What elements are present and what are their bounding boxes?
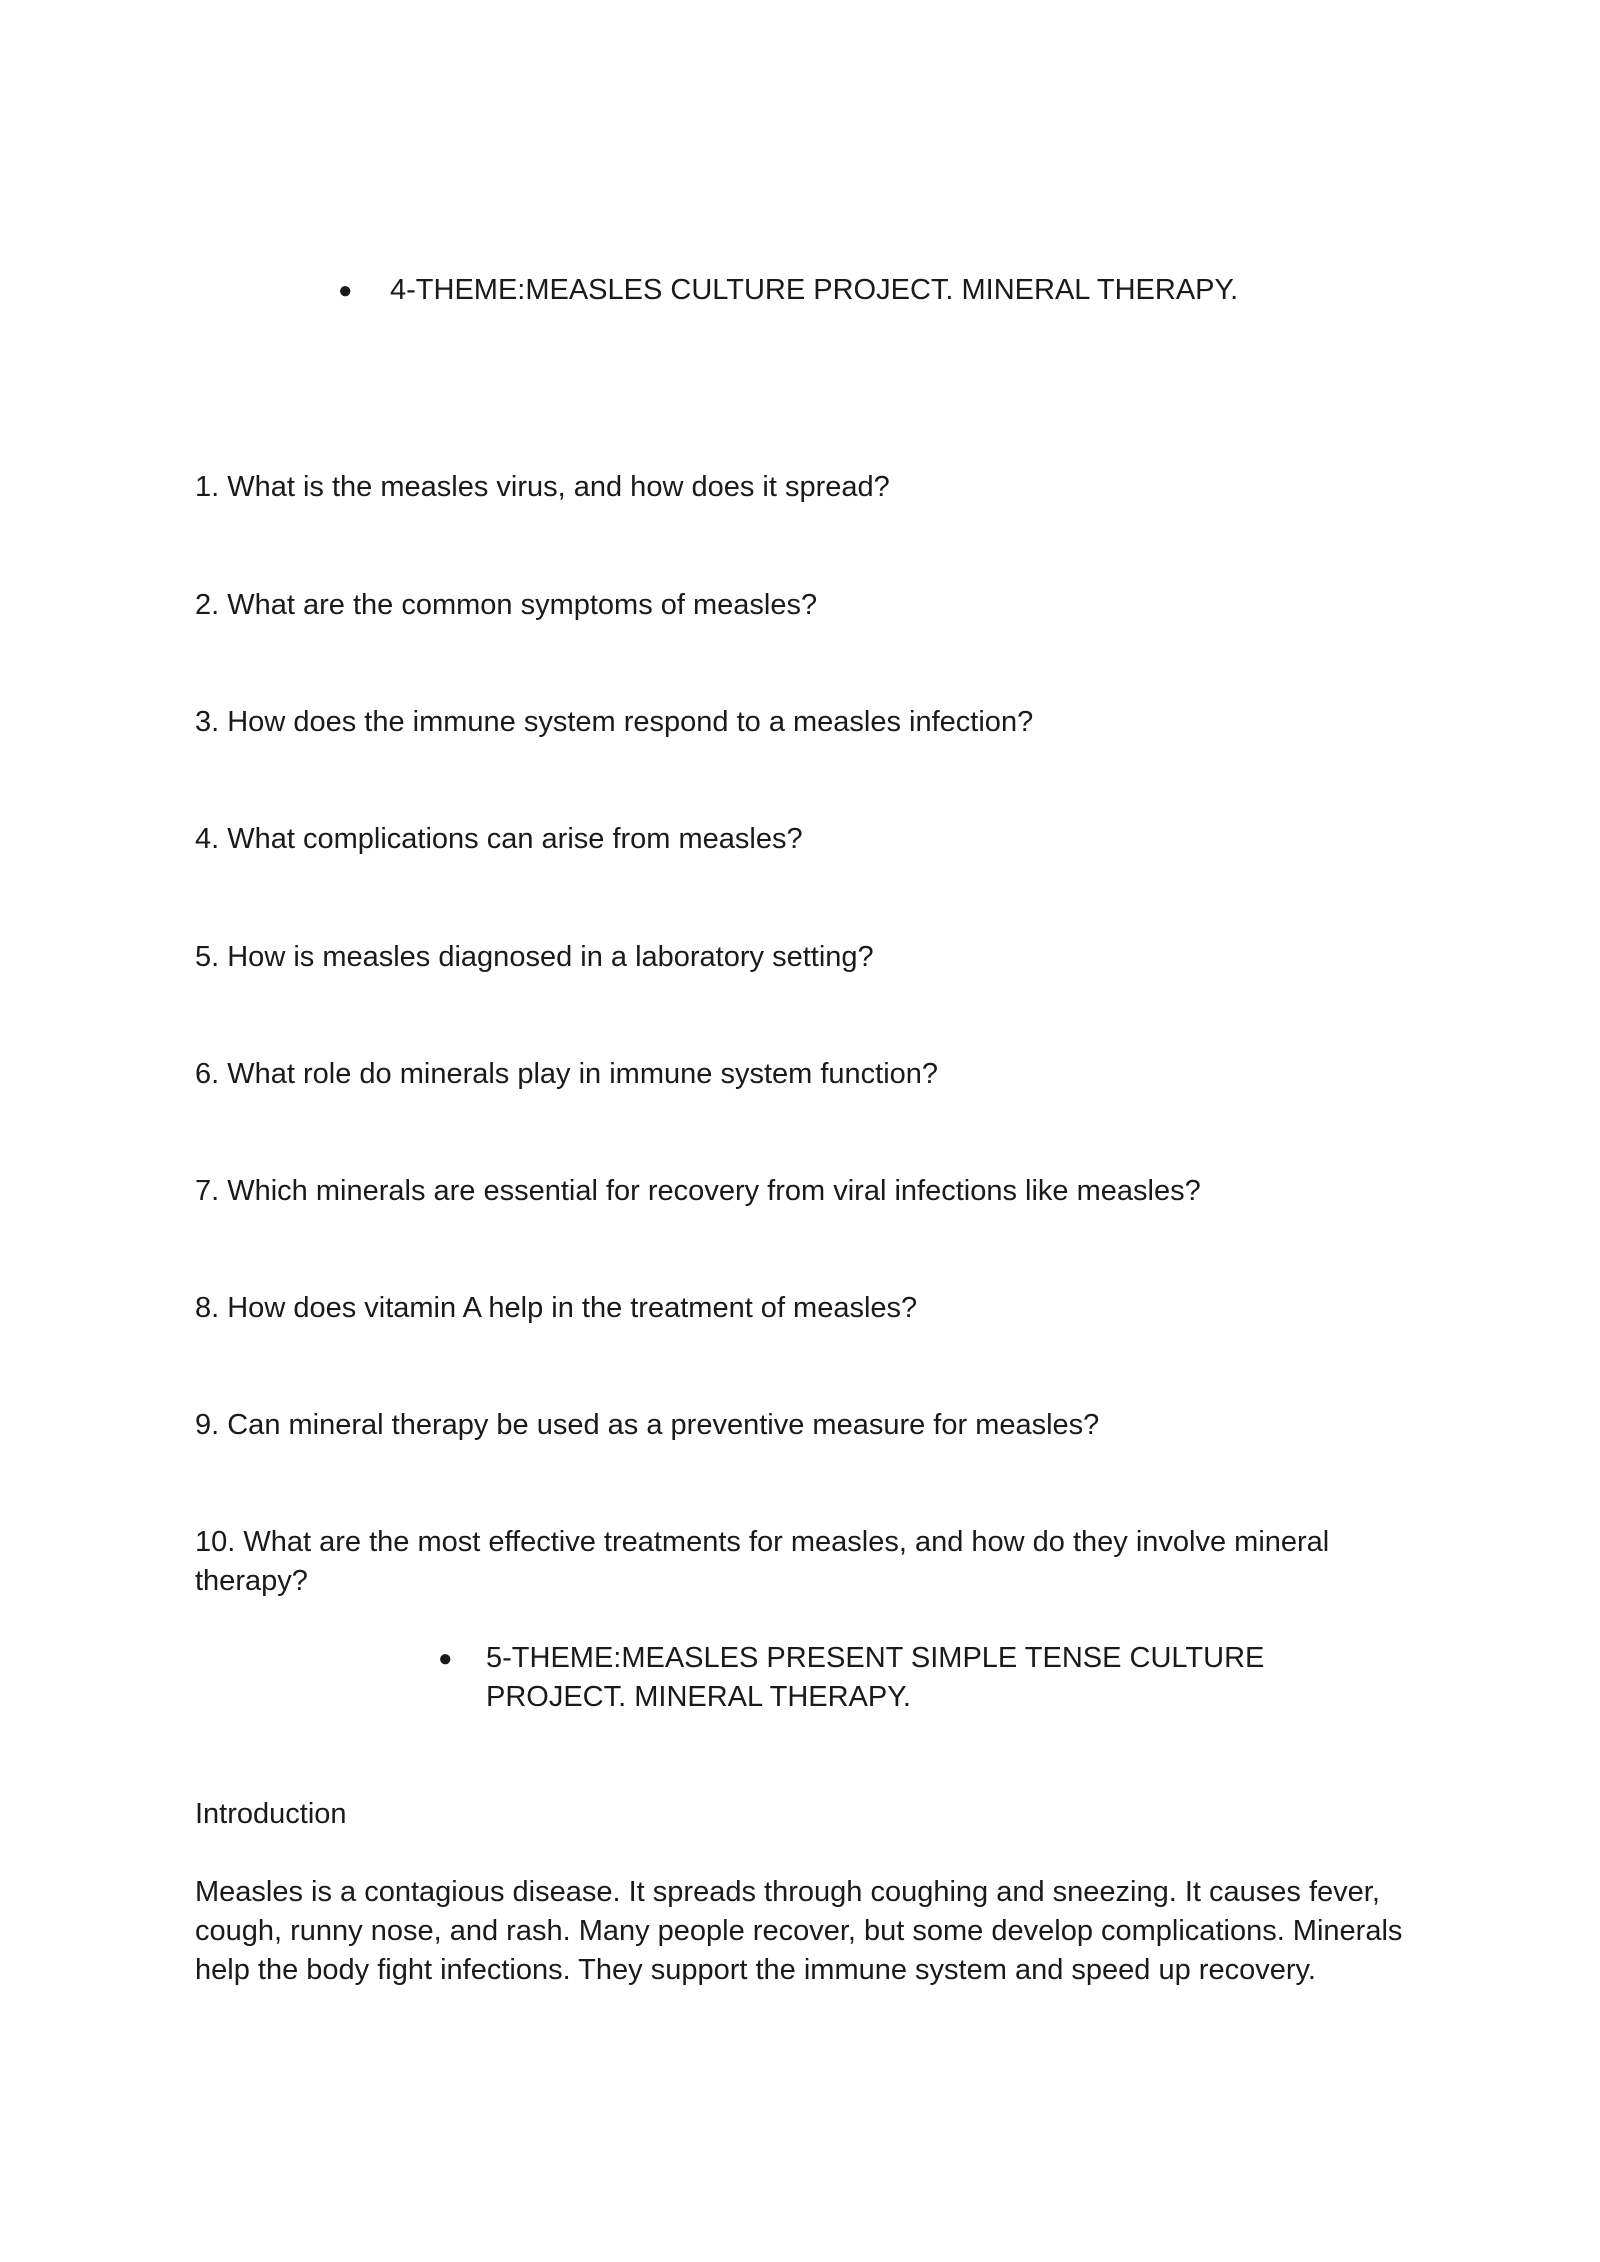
question-9: 9. Can mineral therapy be used as a preventive measure for measles? [195, 1409, 1100, 1441]
question-6: 6. What role do minerals play in immune system function? [195, 1058, 939, 1090]
theme-5-heading [438, 1639, 1338, 1719]
question-3: 3. How does the immune system respond to a measles infection? [195, 706, 1034, 738]
question-8: 8. How does vitamin A help in the treatment of measles? [195, 1292, 918, 1324]
bullet-icon: ● [438, 1645, 453, 1672]
theme-4-heading [338, 271, 1338, 310]
question-2: 2. What are the common symptoms of measles? [195, 589, 818, 621]
introduction-body: Measles is a contagious disease. It spreads through coughing and sneezing. It causes fever, cough, runny nose, and rash. Many people recover, but some develop complications. Minerals help the body fight infections. They support the immune system and speed up recovery. [195, 1876, 1403, 1986]
question-7: 7. Which minerals are essential for recovery from viral infections like measles? [195, 1175, 1201, 1207]
bullet-icon: ● [338, 277, 353, 304]
question-4: 4. What complications can arise from measles? [195, 823, 803, 855]
introduction-heading: Introduction [195, 1798, 347, 1830]
question-5: 5. How is measles diagnosed in a laboratory setting? [195, 941, 874, 973]
question-1: 1. What is the measles virus, and how does it spread? [195, 471, 890, 503]
theme-4-title: 4-THEME:MEASLES CULTURE PROJECT. MINERAL THERAPY. [390, 274, 1239, 306]
theme-5-title: 5-THEME:MEASLES PRESENT SIMPLE TENSE CULTURE PROJECT. MINERAL THERAPY. [486, 1642, 1265, 1713]
question-10: 10. What are the most effective treatments for measles, and how do they involve mineral therapy? [195, 1526, 1330, 1597]
